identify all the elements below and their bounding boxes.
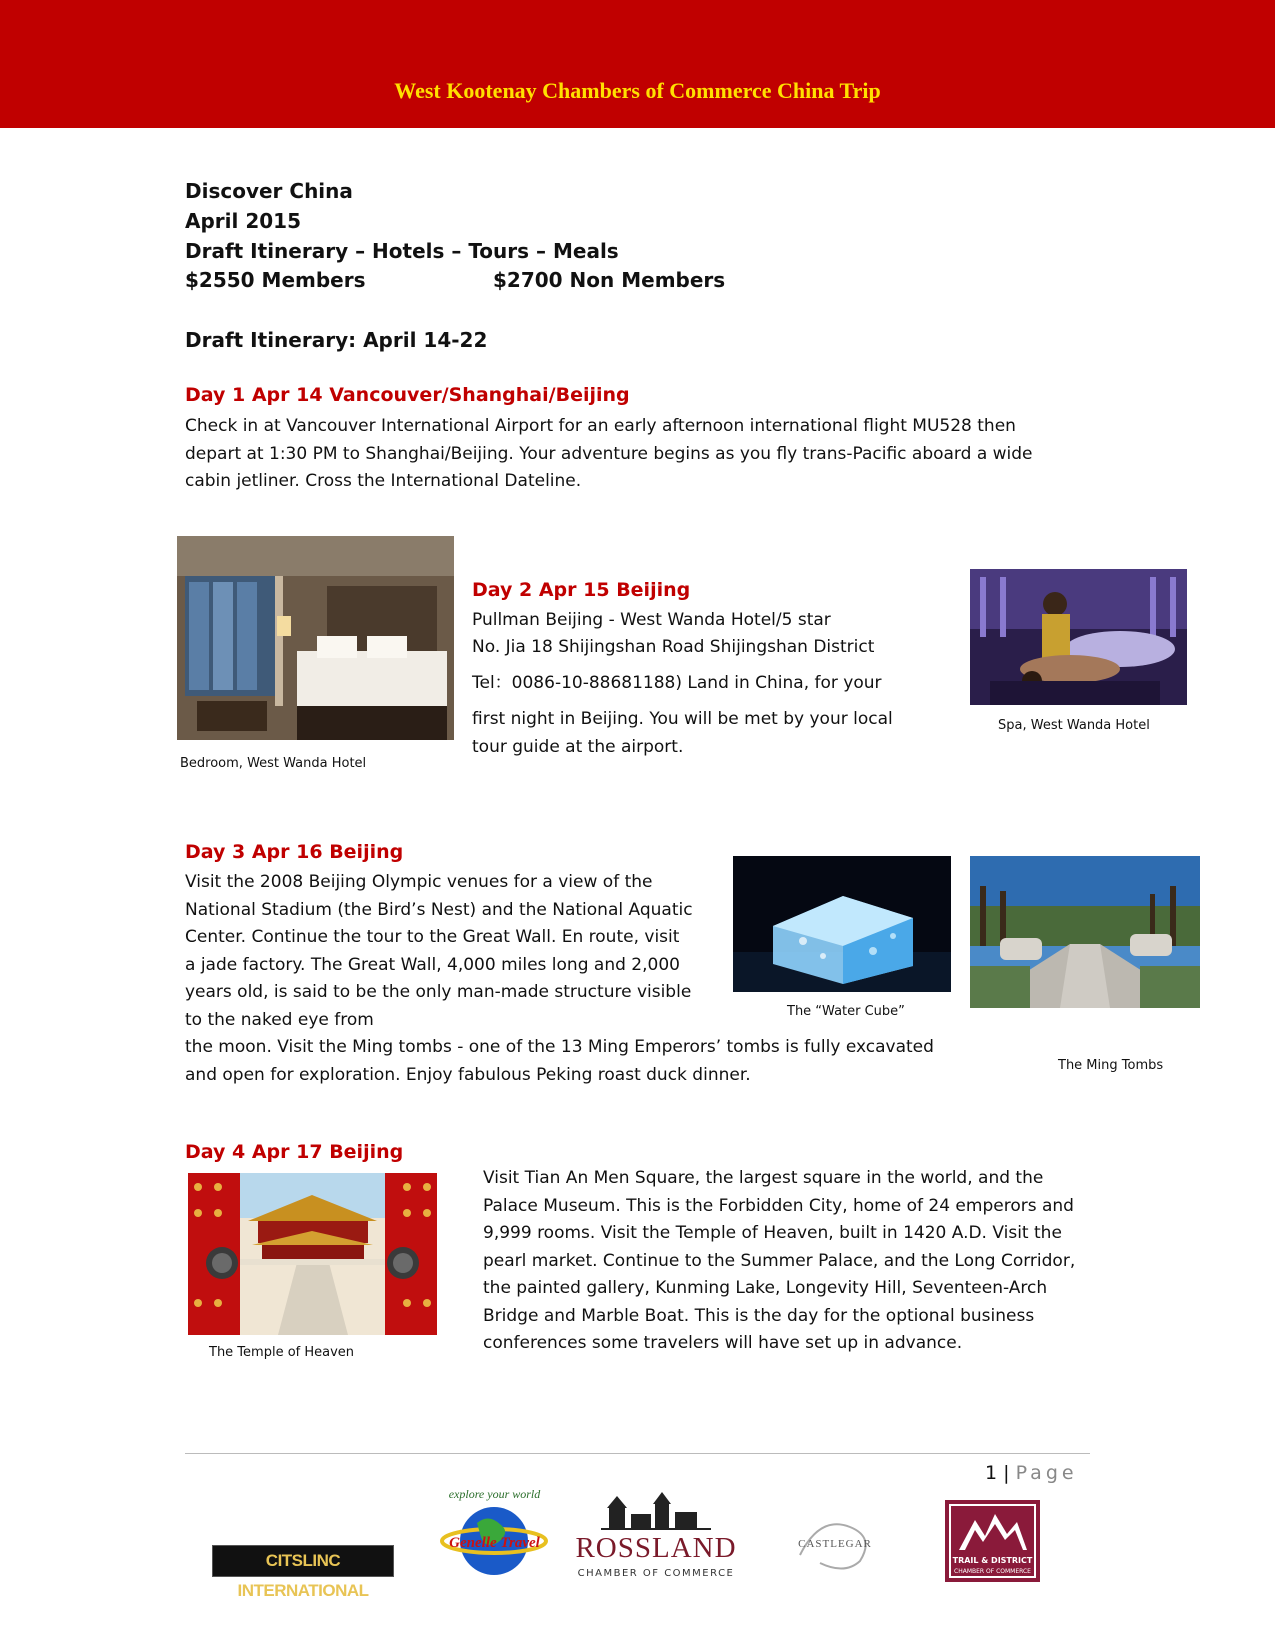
caption-water-cube: The “Water Cube”	[787, 1004, 905, 1019]
intro-title: Discover China	[185, 179, 353, 203]
page-number-separator: |	[997, 1462, 1016, 1484]
castlegar-logo	[790, 1505, 880, 1575]
intro-subtitle: Draft Itinerary – Hotels – Tours – Meals	[185, 239, 619, 263]
caption-bedroom: Bedroom, West Wanda Hotel	[180, 756, 367, 771]
genelle-wordmark: Genelle Travel	[449, 1535, 540, 1551]
day1-heading: Day 1 Apr 14 Vancouver/Shanghai/Beijing	[185, 384, 630, 406]
intro-date: April 2015	[185, 209, 301, 233]
caption-temple: The Temple of Heaven	[209, 1345, 355, 1360]
day1-body: Check in at Vancouver International Airport for an early afternoon international flight MU528 then depart at 1:30 PM to Shanghai/Beijing. Your adventure begins as you fly trans-Pacific aboard a wide cabin jetliner. Cross the International Dateline.	[185, 416, 1033, 491]
itinerary-dates: Draft Itinerary: April 14-22	[185, 328, 488, 352]
day3-body-wide: the moon. Visit the Ming tombs - one of the 13 Ming Emperors’ tombs is fully excavated and open for exploration. Enjoy fabulous Peking roast duck dinner.	[185, 1037, 934, 1085]
footer-rule	[185, 1453, 1090, 1454]
header-banner	[0, 0, 1275, 128]
water-cube-photo	[733, 856, 951, 992]
caption-spa: Spa, West Wanda Hotel	[998, 718, 1150, 733]
page-number-value: 1	[985, 1462, 998, 1484]
genelle-travel-logo	[437, 1483, 552, 1583]
page-number	[985, 1462, 1078, 1484]
day2-hotel-name: Pullman Beijing - West Wanda Hotel/5 star	[472, 610, 831, 630]
temple-photo	[188, 1173, 437, 1335]
rossland-wordmark: ROSSLAND	[575, 1532, 737, 1564]
bedroom-photo	[177, 536, 454, 740]
day2-heading: Day 2 Apr 15 Beijing	[472, 579, 691, 601]
rossland-subtitle: CHAMBER OF COMMERCE	[577, 1568, 735, 1579]
price-non-members: $2700 Non Members	[493, 268, 726, 292]
trail-district-logo	[945, 1500, 1040, 1582]
price-members: $2550 Members	[185, 268, 366, 292]
spa-photo	[970, 569, 1187, 705]
day3-body-narrow: Visit the 2008 Beijing Olympic venues for a view of the National Stadium (the Bird’s Nest) and the National Aquatic Center. Continue the tour to the Great Wall. En route, visit a jade factory. The Great Wall, 4,000 miles long and 2,000 years old, is said to be the only man-made structure visible to the naked eye from	[185, 872, 693, 1030]
rossland-logo	[571, 1490, 741, 1580]
genelle-tagline: explore your world	[448, 1487, 541, 1501]
ming-tombs-photo	[970, 856, 1200, 1008]
day2-hotel-address: No. Jia 18 Shijingshan Road Shijingshan District	[472, 637, 875, 657]
caption-ming-tombs: The Ming Tombs	[1058, 1058, 1164, 1073]
day4-body: Visit Tian An Men Square, the largest square in the world, and the Palace Museum. This is the Forbidden City, home of 24 emperors and 9,999 rooms. Visit the Temple of Heaven, built in 1420 A.D. Visit the pearl market. Continue to the Summer Palace, and the Long Corridor, the painted gallery, Kunming Lake, Longevity Hill, Seventeen-Arch Bridge and Marble Boat. This is the day for the optional business conferences some travelers will have set up in advance.	[483, 1168, 1076, 1353]
day2-body-line3: tour guide at the airport.	[472, 737, 684, 757]
page-word: Page	[1015, 1462, 1078, 1484]
day2-body-line2: first night in Beijing. You will be met by your local	[472, 709, 893, 729]
rossland-skyline-icon	[601, 1490, 711, 1530]
castlegar-wordmark: CASTLEGAR	[798, 1538, 872, 1550]
day4-heading: Day 4 Apr 17 Beijing	[185, 1141, 404, 1163]
citslinc-logo: CITSLINC INTERNATIONAL	[212, 1545, 394, 1577]
day2-body-line1: Tel：0086-10-88681188) Land in China, for your	[472, 673, 882, 693]
trail-wordmark: TRAIL & DISTRICT	[952, 1556, 1033, 1565]
day3-heading: Day 3 Apr 16 Beijing	[185, 841, 404, 863]
trail-subtitle: CHAMBER OF COMMERCE	[954, 1568, 1031, 1575]
banner-title: West Kootenay Chambers of Commerce China Trip	[394, 78, 881, 103]
